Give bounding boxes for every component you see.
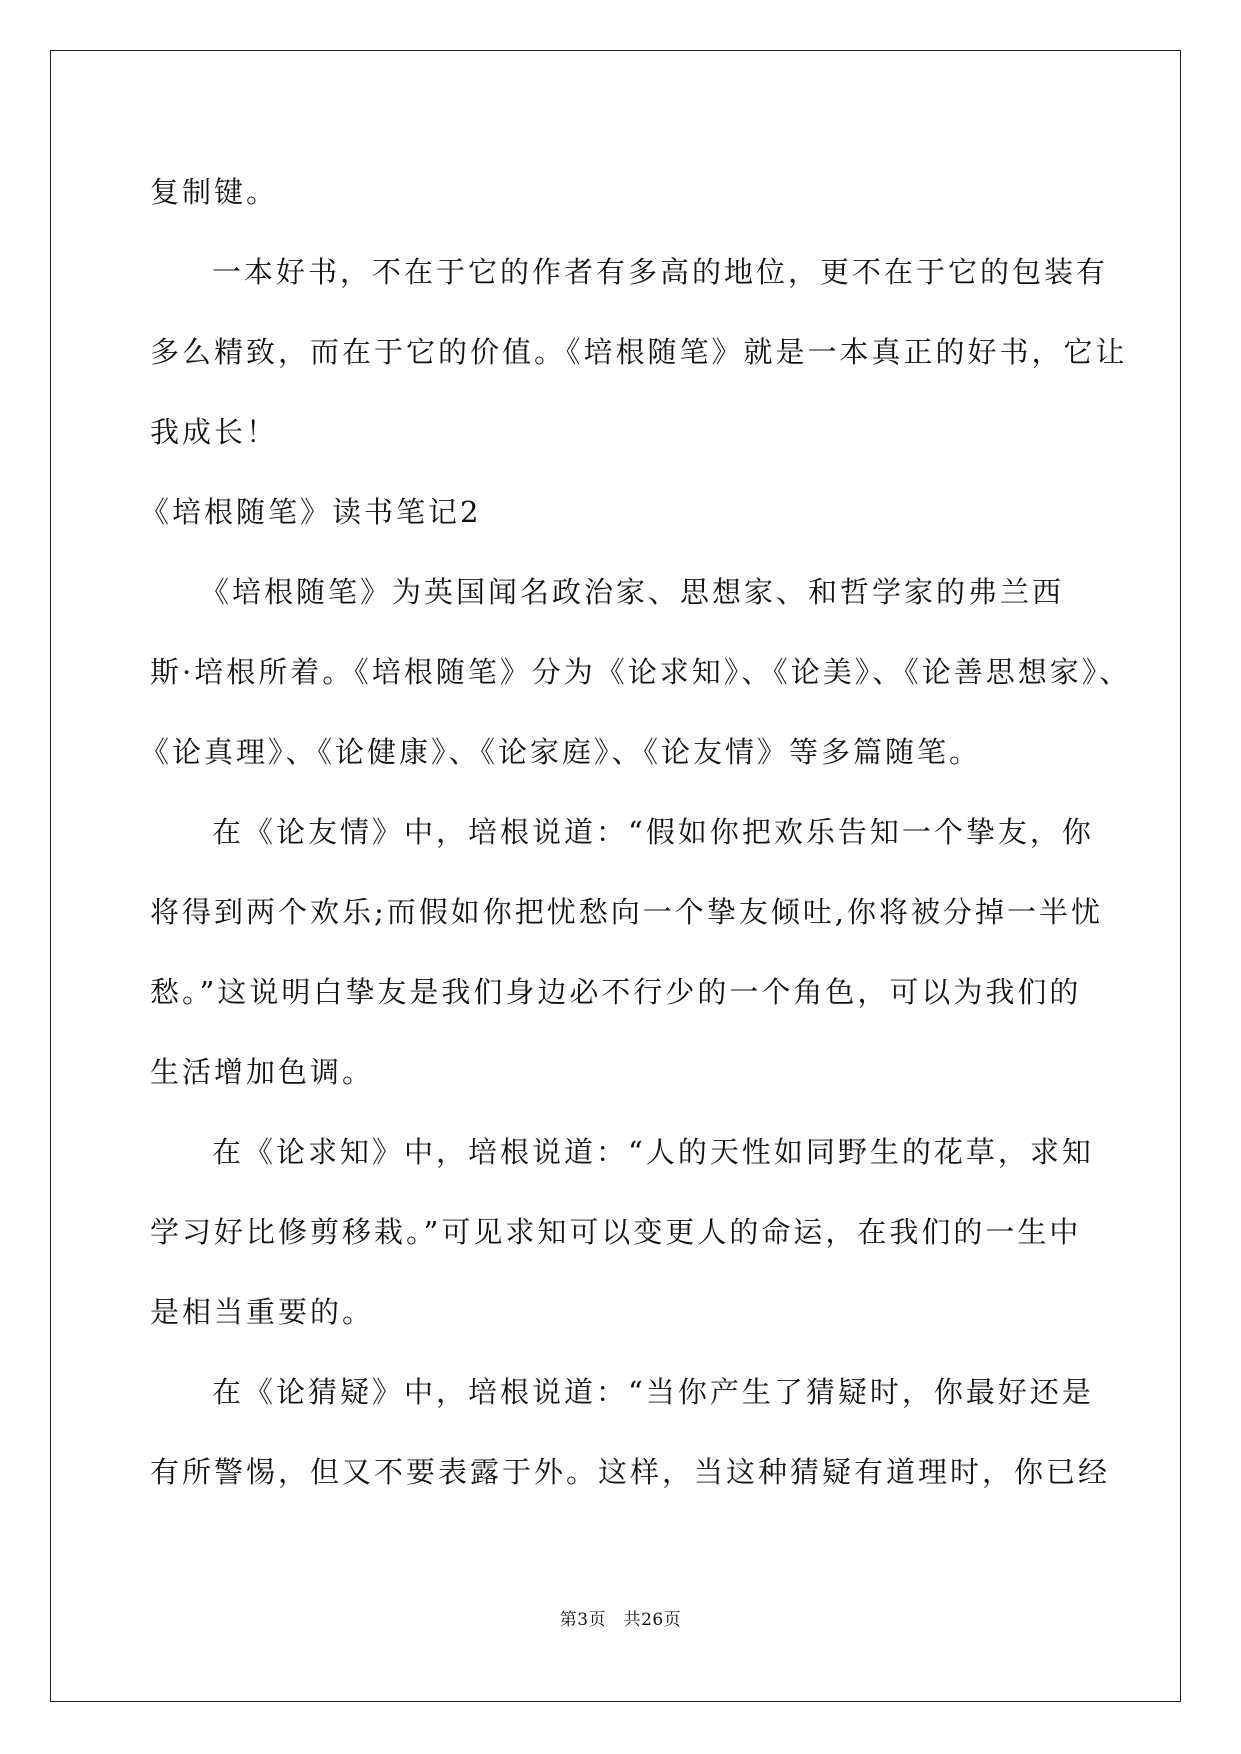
body-line: 斯·培根所着。《培根随笔》分为《论求知》、《论美》、《论善思想家》、 xyxy=(150,655,1132,689)
body-line: 学习好比修剪移栽。”可见求知可以变更人的命运，在我们的一生中 xyxy=(150,1215,1082,1249)
body-line: 一本好书，不在于它的作者有多高的地位，更不在于它的包装有 xyxy=(212,255,1109,289)
body-line: 在《论求知》中，培根说道：“人的天性如同野生的花草，求知 xyxy=(212,1135,1094,1169)
body-line: 在《论猜疑》中，培根说道：“当你产生了猜疑时，你最好还是 xyxy=(212,1375,1094,1409)
body-line: 我成长！ xyxy=(150,415,279,449)
section-heading: 《培根随笔》读书笔记2 xyxy=(140,495,482,529)
body-line: 有所警惕，但又不要表露于外。这样，当这种猜疑有道理时，你已经 xyxy=(150,1455,1111,1489)
body-line: 在《论友情》中，培根说道：“假如你把欢乐告知一个挚友，你 xyxy=(212,815,1094,849)
body-line: 多么精致，而在于它的价值。《培根随笔》就是一本真正的好书，它让 xyxy=(150,335,1128,369)
body-line: 《论真理》、《论健康》、《论家庭》、《论友情》等多篇随笔。 xyxy=(140,735,982,769)
body-line: 《培根随笔》为英国闻名政治家、思想家、和哲学家的弗兰西 xyxy=(200,575,1065,609)
body-line: 愁。”这说明白挚友是我们身边必不行少的一个角色，可以为我们的 xyxy=(150,975,1082,1009)
body-line: 复制键。 xyxy=(150,175,279,209)
page-number-footer: 第3页 共26页 xyxy=(559,1610,682,1630)
body-line: 将得到两个欢乐;而假如你把忧愁向一个挚友倾吐,你将被分掉一半忧 xyxy=(150,895,1103,929)
body-line: 生活增加色调。 xyxy=(150,1055,375,1089)
body-line: 是相当重要的。 xyxy=(150,1295,375,1329)
